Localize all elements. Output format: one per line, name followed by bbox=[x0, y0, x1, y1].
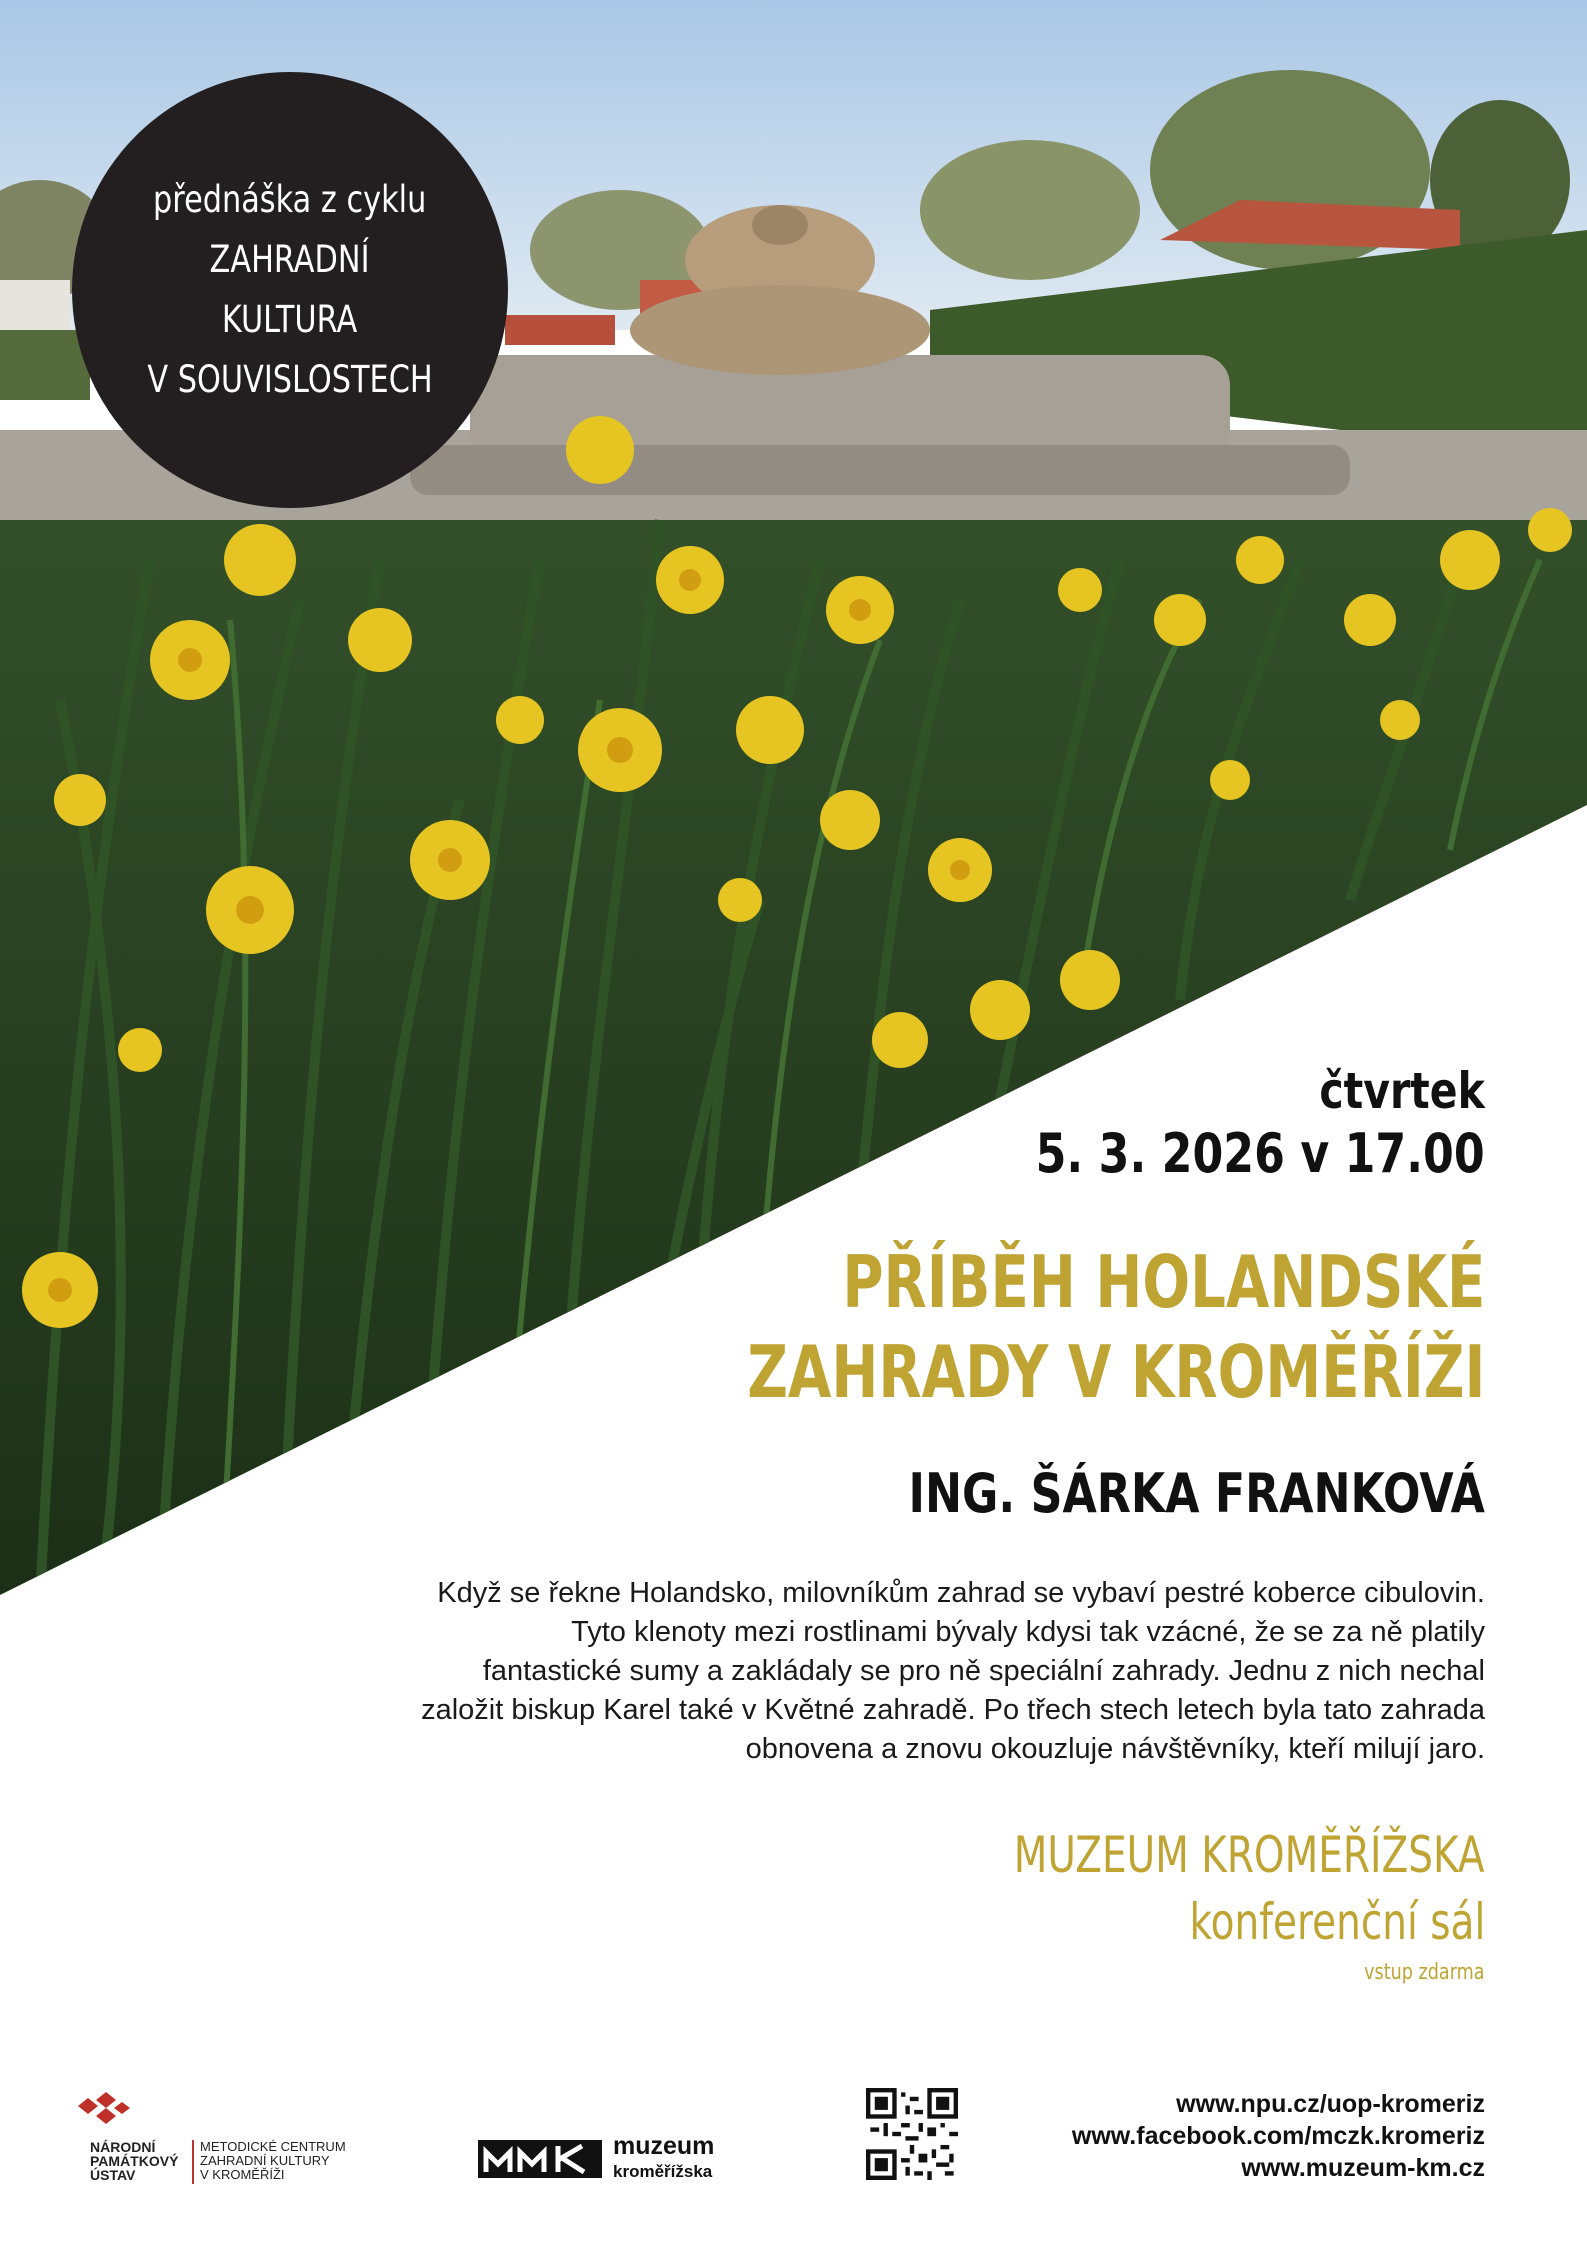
npu-logo bbox=[70, 2090, 370, 2190]
link-muzeum[interactable]: www.muzeum-km.cz bbox=[1241, 2154, 1485, 2182]
footer bbox=[0, 2070, 1587, 2210]
venue-museum: MUZEUM KROMĚŘÍŽSKA bbox=[1014, 1826, 1485, 1884]
badge-line: KULTURA bbox=[222, 298, 358, 341]
badge-line: V SOUVISLOSTECH bbox=[147, 358, 433, 401]
event-day: čtvrtek bbox=[1319, 1062, 1485, 1120]
description-line: obnovena a znovu okouzluje návštěvníky, kteří milují jaro. bbox=[745, 1733, 1485, 1765]
npu-name bbox=[90, 2140, 178, 2182]
speaker-name: ING. ŠÁRKA FRANKOVÁ bbox=[908, 1462, 1485, 1525]
lecture-series-badge bbox=[72, 72, 508, 508]
npu-name-line: PAMÁTKOVÝ bbox=[90, 2153, 179, 2169]
mc-name-line: ZAHRADNÍ KULTURY bbox=[200, 2153, 330, 2168]
muzeum-mark-icon bbox=[478, 2140, 602, 2178]
kromerizska-word: kroměřížska bbox=[613, 2162, 713, 2181]
muzeum-kromerizska-logo bbox=[478, 2132, 748, 2182]
mc-name-line: METODICKÉ CENTRUM bbox=[200, 2139, 346, 2154]
npu-name-line: NÁRODNÍ bbox=[90, 2139, 156, 2155]
contact-links bbox=[1072, 2088, 1485, 2184]
lecture-title-line-2: ZAHRADY V KROMĚŘÍŽI bbox=[746, 1330, 1485, 1414]
methodical-center-name bbox=[200, 2140, 346, 2182]
lecture-title-line-1: PŘÍBĚH HOLANDSKÉ bbox=[842, 1240, 1485, 1324]
entry-free: vstup zdarma bbox=[1364, 1960, 1485, 1985]
npu-name-line: ÚSTAV bbox=[90, 2167, 136, 2183]
badge-line: ZAHRADNÍ bbox=[210, 238, 370, 281]
event-datetime: 5. 3. 2026 v 17.00 bbox=[1035, 1122, 1485, 1185]
mc-name-line: V KROMĚŘÍŽI bbox=[200, 2167, 285, 2182]
qr-code-icon bbox=[866, 2088, 958, 2180]
description-line: založit biskup Karel také v Květné zahradě. Po třech stech letech byla tato zahrada bbox=[421, 1694, 1485, 1726]
muzeum-word: muzeum bbox=[613, 2132, 715, 2160]
logo-divider bbox=[192, 2140, 194, 2184]
description-line: Tyto klenoty mezi rostlinami bývaly kdysi tak vzácné, že se za ně platily bbox=[571, 1616, 1485, 1648]
link-npu[interactable]: www.npu.cz/uop-kromeriz bbox=[1176, 2090, 1485, 2118]
lecture-description bbox=[185, 1574, 1485, 1769]
link-facebook[interactable]: www.facebook.com/mczk.kromeriz bbox=[1071, 2122, 1485, 2150]
venue-hall: konferenční sál bbox=[1189, 1893, 1485, 1951]
description-line: fantastické sumy a zakládaly se pro ně speciální zahrady. Jednu z nich nechal bbox=[482, 1655, 1485, 1687]
npu-emblem-icon bbox=[70, 2090, 140, 2130]
description-line: Když se řekne Holandsko, milovníkům zahrad se vybaví pestré koberce cibulovin. bbox=[437, 1577, 1485, 1609]
badge-line: přednáška z cyklu bbox=[153, 178, 427, 221]
